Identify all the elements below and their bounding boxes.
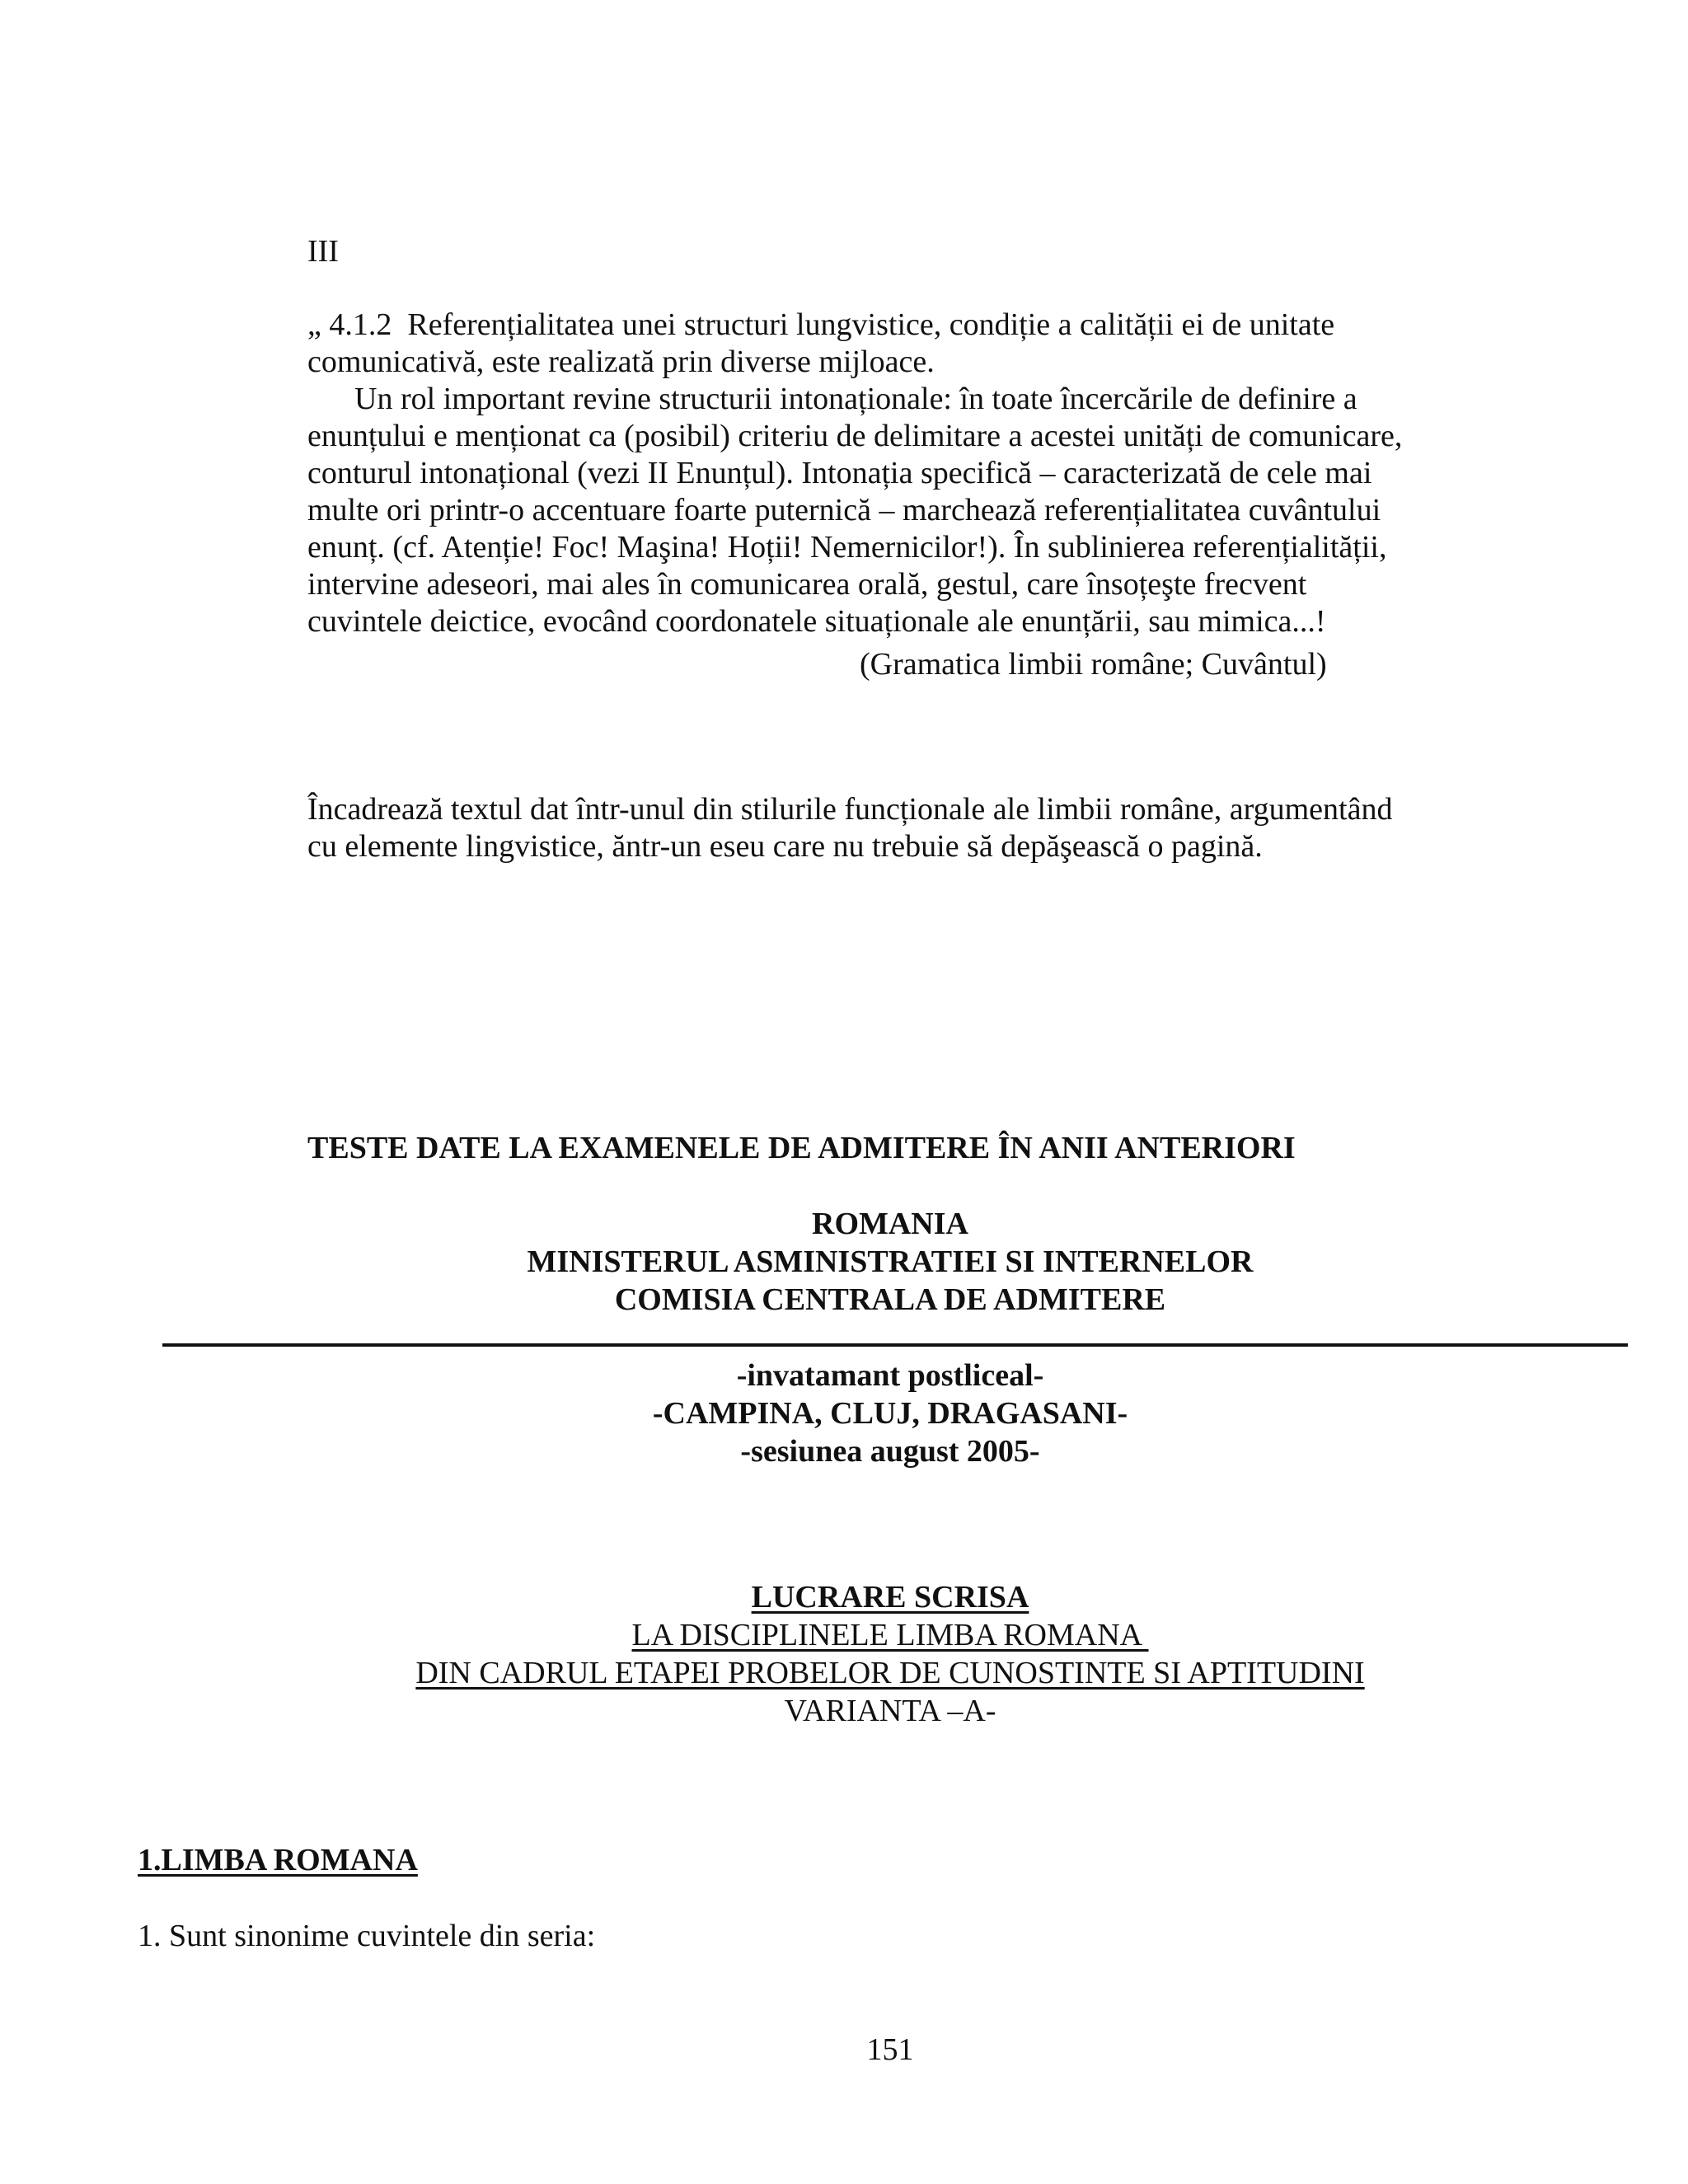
section-title: TESTE DATE LA EXAMENELE DE ADMITERE ÎN ANII ANTERIORI bbox=[307, 1131, 1296, 1165]
roman-numeral: III bbox=[307, 234, 339, 269]
quote-line: Un rol important revine structurii intonaționale: în toate încercările de definire a bbox=[307, 382, 1357, 416]
task-paragraph bbox=[307, 791, 1392, 865]
header-country: ROMANIA bbox=[812, 1207, 968, 1241]
quote-line: cuvintele deictice, evocând coordonatele situaționale ale enunțării, sau mimica...! bbox=[307, 604, 1326, 639]
horizontal-rule bbox=[162, 1343, 1628, 1347]
quote-source: (Gramatica limbii române; Cuvântul) bbox=[860, 647, 1327, 682]
task-line: cu elemente lingvistice, ăntr-un eseu care nu trebuie să depăşească o pagină. bbox=[307, 829, 1263, 864]
part-heading: 1.LIMBA ROMANA bbox=[138, 1843, 418, 1877]
subheader-cities: -CAMPINA, CLUJ, DRAGASANI- bbox=[652, 1396, 1128, 1431]
subheader-level: -invatamant postliceal- bbox=[736, 1358, 1044, 1393]
quote-line: enunț. (cf. Atenție! Foc! Maşina! Hoții! Nemernicilor!). În sublinierea referențialității, bbox=[307, 530, 1387, 565]
exam-variant: VARIANTA –A- bbox=[784, 1694, 996, 1728]
quote-line: intervine adeseori, mai ales în comunicarea orală, gestul, care însoțeşte frecvent bbox=[307, 567, 1307, 602]
header-commission: COMISIA CENTRALA DE ADMITERE bbox=[614, 1282, 1166, 1317]
page-number: 151 bbox=[866, 2032, 914, 2067]
quote-line: „ 4.1.2 Referențialitatea unei structuri lungvistice, condiție a calității ei de unitate bbox=[307, 307, 1335, 342]
header-ministry: MINISTERUL ASMINISTRATIEI SI INTERNELOR bbox=[527, 1244, 1254, 1279]
exam-discipline: LA DISCIPLINELE LIMBA ROMANA bbox=[631, 1618, 1149, 1652]
quote-line: conturul intonațional (vezi II Enunțul). Intonația specifică – caracterizată de cele mai bbox=[307, 456, 1372, 490]
task-line: Încadrează textul dat într-unul din stilurile funcționale ale limbii române, argumentând bbox=[307, 792, 1393, 827]
quote-line: enunțului e menționat ca (posibil) criteriu de delimitare a acestei unități de comunicare, bbox=[307, 419, 1403, 453]
subheader-session: -sesiunea august 2005- bbox=[740, 1434, 1040, 1469]
question-1: 1. Sunt sinonime cuvintele din seria: bbox=[138, 1919, 596, 1953]
quote-line: multe ori printr-o accentuare foarte puternică – marchează referențialitatea cuvântului bbox=[307, 493, 1381, 527]
exam-stage: DIN CADRUL ETAPEI PROBELOR DE CUNOSTINTE SI APTITUDINI bbox=[415, 1656, 1365, 1690]
exam-title: LUCRARE SCRISA bbox=[751, 1580, 1029, 1615]
quote-paragraph bbox=[307, 307, 1402, 640]
quote-line: comunicativă, este realizată prin diverse mijloace. bbox=[307, 344, 935, 379]
